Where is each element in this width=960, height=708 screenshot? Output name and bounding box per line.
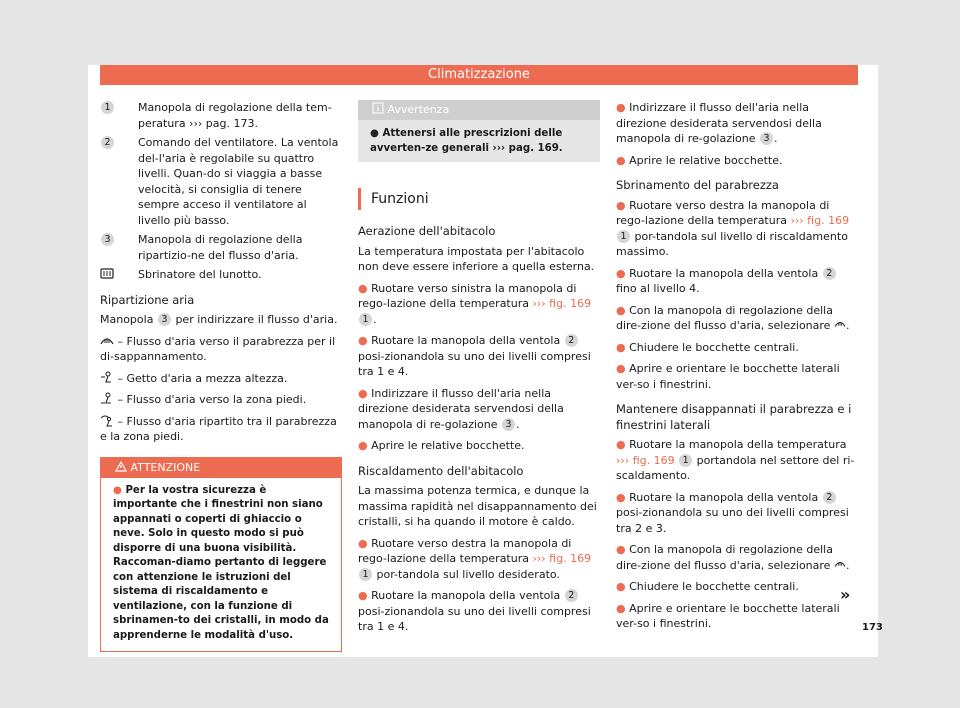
fig-link[interactable]: ››› fig. 169 [532, 297, 592, 310]
info-icon [372, 103, 384, 116]
paragraph-manopola: Manopola 3 per indirizzare il flusso d'aria. [100, 313, 338, 326]
column-1 [100, 100, 342, 652]
section-title-funzioni: Funzioni [358, 188, 600, 210]
flow-2-text: – Getto d'aria a mezza altezza. [117, 371, 288, 385]
windshield-airflow-icon [834, 559, 846, 572]
face-airflow-icon [100, 372, 114, 385]
legend-item-2: 2 Comando del ventilatore. La ventola del-l'aria è regolabile su quattro livelli. Quan-do si viaggia a basse velocità, si consiglia di tenere sempre acceso il ventilatore al livello più basso. [100, 135, 342, 228]
callout-3: 3 [158, 313, 171, 326]
rear-defrost-icon [100, 267, 114, 283]
heading-mantenere: Mantenere disappannati il parabrezza e i finestrini laterali [616, 402, 852, 432]
warning-title: ATTENZIONE [130, 460, 201, 474]
callout-3: 3 [101, 233, 114, 246]
legend-item-1: 1 Manopola di regolazione della tem-peratura ››› pag. 173. [100, 100, 342, 131]
page-header: Climatizzazione [100, 65, 858, 85]
note-box: Avvertenza ● Attenersi alle prescrizioni delle avverten-ze generali ››› pag. 169. [358, 100, 600, 162]
windshield-feet-airflow-icon [100, 415, 114, 428]
flow-4-text: – Flusso d'aria ripartito tra il parabrezza e la zona piedi. [100, 414, 337, 443]
heading-ripartizione: Ripartizione aria [100, 292, 195, 307]
note-title: Avvertenza [387, 103, 450, 116]
callout-1: 1 [101, 101, 114, 114]
warning-icon [115, 461, 127, 474]
column-2: Avvertenza ● Attenersi alle prescrizioni delle avverten-ze generali ››› pag. 169. Funzioni Aerazione dell'abitacolo La temperatura impostata per l'abitacolo non deve essere inferiore a quella esterna. ● Ruotare verso sinistra la manopola di rego-lazione della temperatura ››› fig. 169 1 . ● Ruotare la manopola della ventola 2 posi-zionandola su uno dei livelli compresi tra 1 e 4. ● Indirizzare il flusso dell'aria nella direzione desiderata servendosi della manopola di re-golazione 3 . ● Aprire le relative bocchette. Riscaldamento dell'abitacolo La massima potenza termica, e dunque la massima rapidità nel disappannamento dei cristalli, si ha quando il motore è caldo. ● Ruotare verso destra la manopola di rego-lazione della temperatura ››› fig. 169 1 por-tandola sul livello desiderato. ● Ruotare la manopola della ventola 2 posi-zionandola su uno dei livelli compresi tra 1 e 4. [358, 100, 600, 641]
note-text: Attenersi alle prescrizioni delle avverten-ze generali ››› pag. 169. [370, 128, 563, 154]
fig-link[interactable]: ››› fig. 169 [532, 552, 592, 565]
feet-airflow-icon [100, 393, 114, 406]
column-3: ● Indirizzare il flusso dell'aria nella direzione desiderata servendosi della manopola di re-golazione 3 . ● Aprire le relative bocchette. Sbrinamento del parabrezza ● Ruotare verso destra la manopola di rego-lazione della temperatura ››› fig. 169 1 por-tandola sul livello di riscaldamento massimo. ● Ruotare la manopola della ventola 2 fino al livello 4. ● Con la manopola di regolazione della dire-zione del flusso d'aria, selezionare . ● Chiudere le bocchette centrali. ● Aprire e orientare le bocchette laterali ver-so i finestrini. Mantenere disappannati il parabrezza e i finestrini laterali ● Ruotare la manopola della temperatura ››› fig. 169 1 portandola nel settore del ri-scaldamento. ● Ruotare la manopola della ventola 2 posi-zionandola su uno dei livelli compresi tra 2 e 3. ● Con la manopola di regolazione della dire-zione del flusso d'aria, selezionare . ● Chiudere le bocchette centrali. ● Aprire e orientare le bocchette laterali ver-so i finestrini. [616, 100, 858, 638]
callout-2: 2 [101, 136, 114, 149]
warning-text: Per la vostra sicurezza è importante che i finestrini non siano appannati o coperti di ghiaccio o neve. Solo in questo modo si può disporre di una buona visibilità. Raccoman-diamo pertanto di leggere con attenzione le istruzioni del sistema di riscaldamento e ventilazione, con la funzione di sbrinamen-to dei cristalli, in modo da apprenderne le modalità d'uso. [113, 484, 329, 641]
fig-link[interactable]: ››› fig. 169 [790, 214, 850, 227]
warning-box: ATTENZIONE ● Per la vostra sicurezza è importante che i finestrini non siano appannati o coperti di ghiaccio o neve. Solo in questo modo si può disporre di una buona visibilità. Raccoman-diamo pertanto di leggere con attenzione le istruzioni del sistema di riscaldamento e ventilazione, con la funzione di sbrinamen-to dei cristalli, in modo da apprenderne le modalità d'uso. [100, 457, 342, 653]
heading-riscaldamento: Riscaldamento dell'abitacolo [358, 463, 524, 478]
legend-item-3: 3 Manopola di regolazione della ripartizio-ne del flusso d'aria. [100, 232, 342, 263]
legend-item-rear-defrost: Sbrinatore del lunotto. [100, 267, 342, 283]
flow-1-text: – Flusso d'aria verso il parabrezza per il di-sappannamento. [100, 334, 336, 363]
windshield-airflow-icon [834, 319, 846, 332]
heading-sbrinamento: Sbrinamento del parabrezza [616, 178, 779, 192]
flow-3-text: – Flusso d'aria verso la zona piedi. [117, 393, 307, 406]
fig-link[interactable]: ››› fig. 169 [616, 453, 675, 467]
heading-aerazione: Aerazione dell'abitacolo [358, 224, 496, 238]
page-number: 173 [862, 622, 883, 633]
continue-marker: » [840, 585, 851, 604]
windshield-airflow-icon [100, 335, 114, 348]
